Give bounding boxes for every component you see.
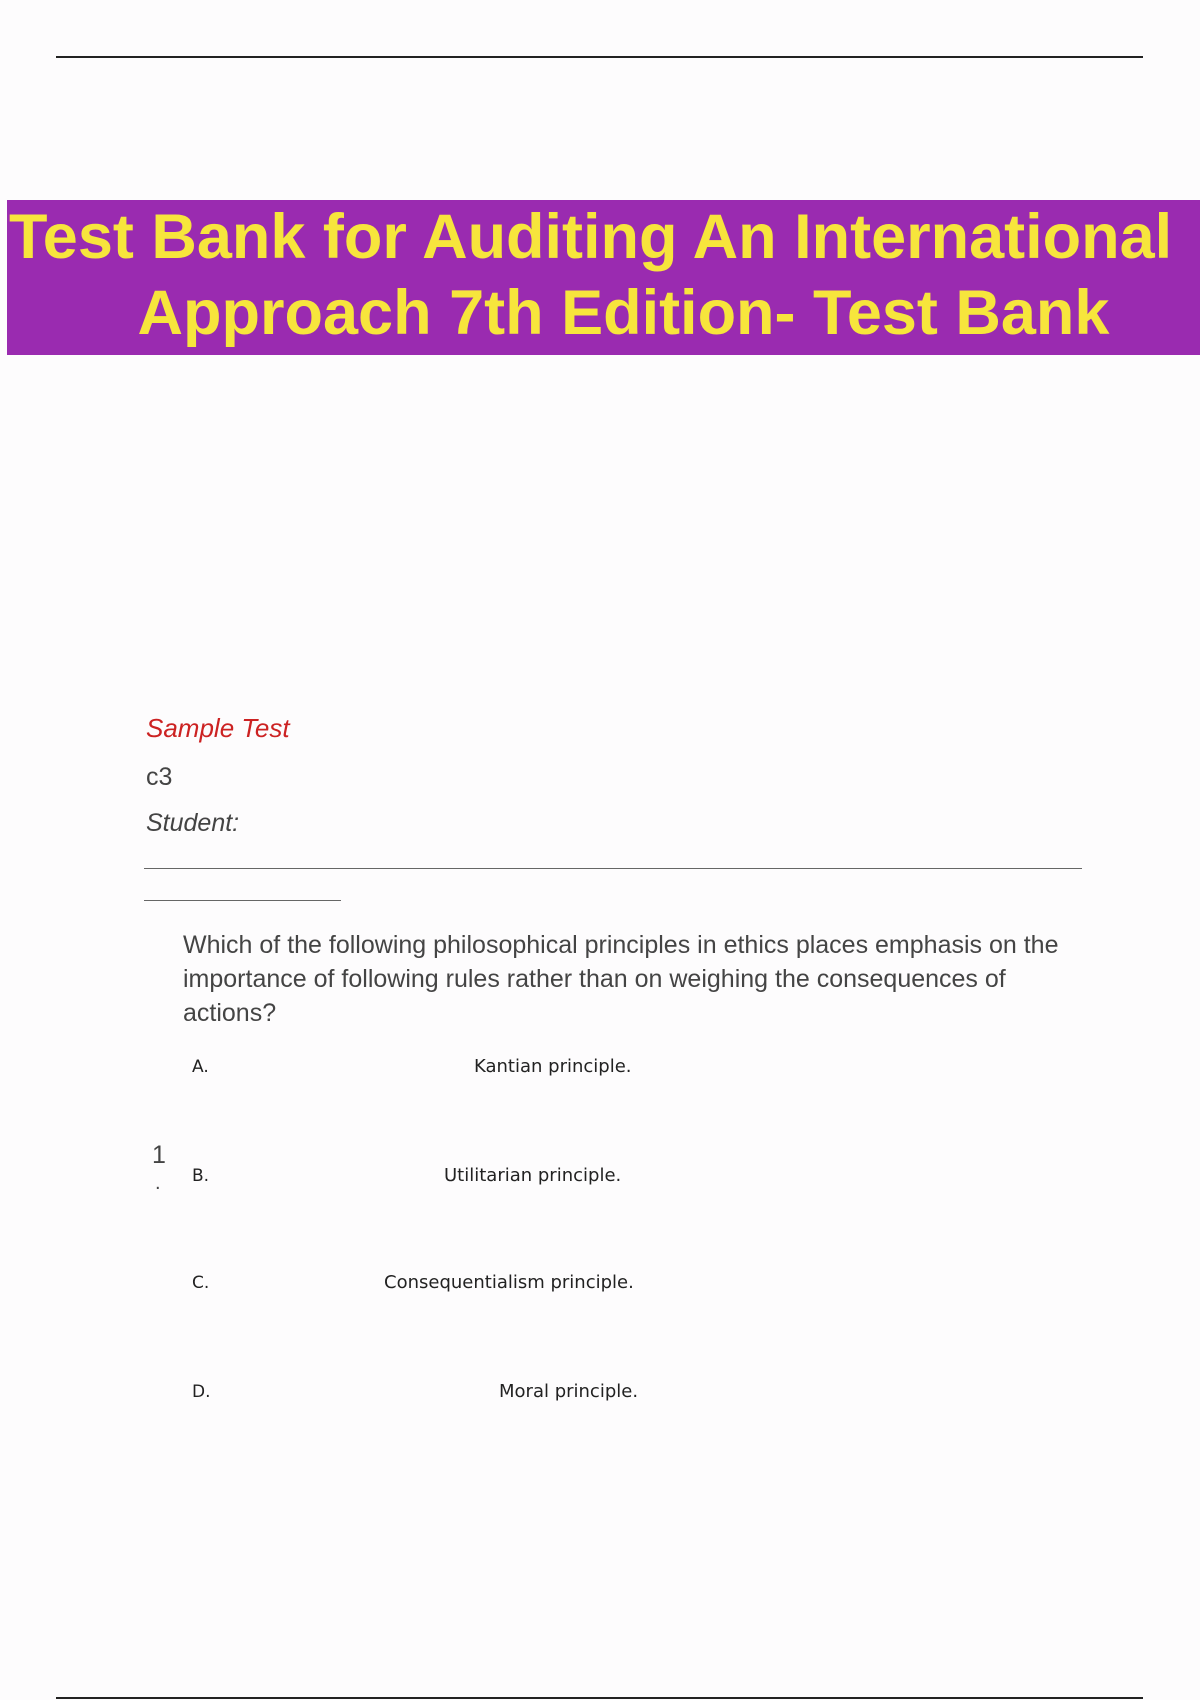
choice-letter-a: A. [192,1057,209,1077]
section-code: c3 [146,763,173,791]
choice-letter-b: B. [192,1166,210,1186]
choice-letter-d: D. [192,1382,211,1402]
question-text: Which of the following philosophical principles in ethics places emphasis on the importance of following rules rather than on weighing the consequences of actions? [183,931,1059,1027]
student-name-line-continued [144,900,341,901]
student-label: Student: [146,809,240,837]
choice-letter-c: C. [192,1273,210,1293]
choice-text-a: Kantian principle. [474,1056,632,1077]
choice-text-d: Moral principle. [499,1381,639,1402]
title-banner [7,200,1200,355]
student-name-line [144,868,1082,869]
choice-text-b: Utilitarian principle. [444,1165,622,1186]
banner-title-line-2: Approach 7th Edition- Test Bank [137,278,1110,348]
question-number-dot: . [155,1172,161,1194]
bottom-rule [56,1697,1143,1699]
question-number: 1 [152,1141,166,1169]
top-rule [56,56,1143,58]
banner-title-line-1: Test Bank for Auditing An International [9,202,1173,272]
sample-test-label: Sample Test [146,713,290,743]
choice-text-c: Consequentialism principle. [384,1272,634,1293]
